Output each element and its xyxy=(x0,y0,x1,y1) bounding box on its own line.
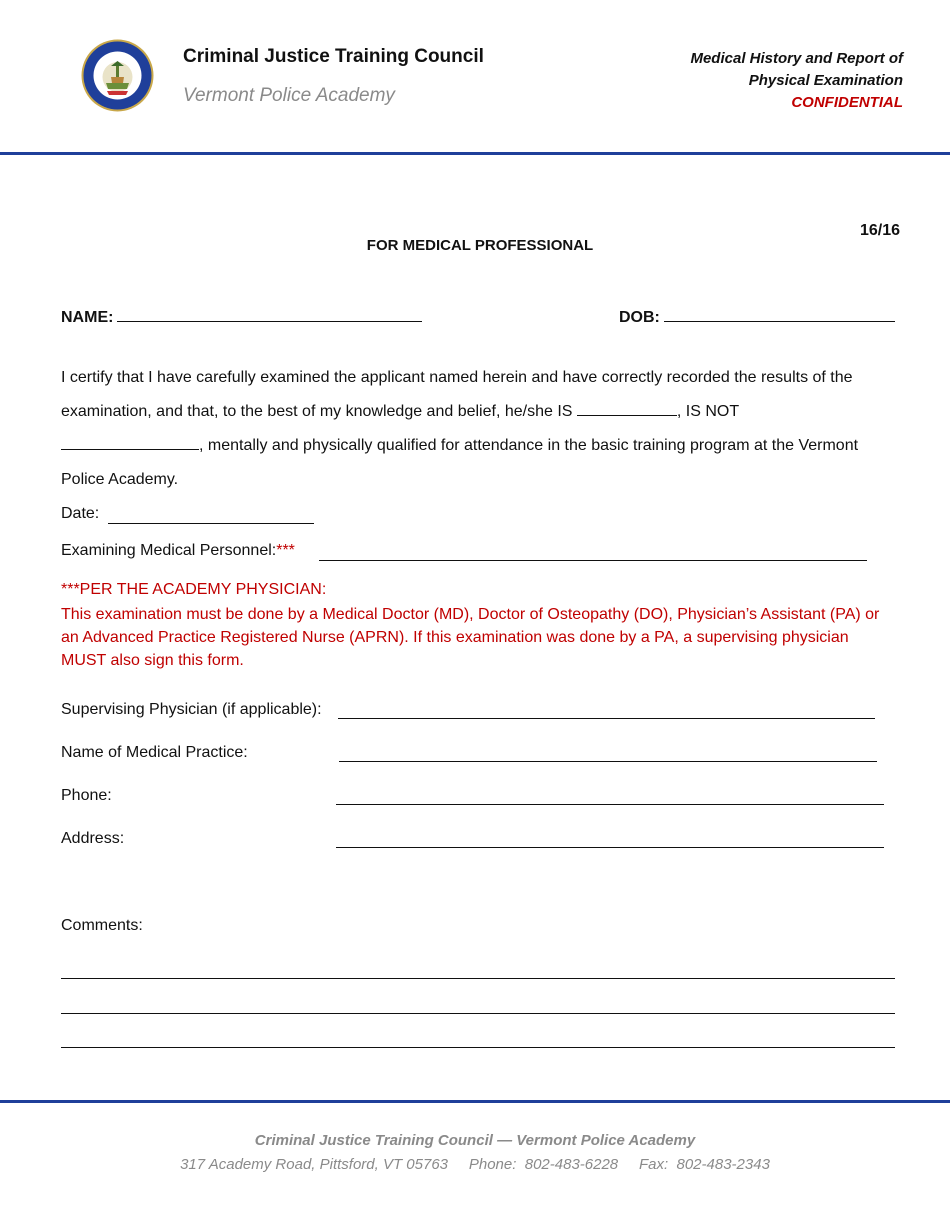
phone-label: Phone: xyxy=(61,787,112,804)
document-title xyxy=(690,48,903,114)
date-field xyxy=(61,505,99,523)
certification-paragraph xyxy=(61,361,901,497)
examiner-marker: *** xyxy=(276,542,295,559)
medical-practice-input-line[interactable] xyxy=(339,761,877,762)
certification-part3: , mentally and physically qualified for attendance in the basic training program at the Vermont Police Academy. xyxy=(61,437,859,488)
dob-input-line[interactable] xyxy=(664,305,895,322)
section-title: FOR MEDICAL PROFESSIONAL xyxy=(366,237,594,254)
certification-part2: , IS NOT xyxy=(676,403,740,420)
comments-label: Comments: xyxy=(61,917,143,934)
org-title: Criminal Justice Training Council xyxy=(183,46,484,67)
dob-label: DOB: xyxy=(619,309,660,326)
page-number: 16/16 xyxy=(859,222,900,239)
is-not-qualified-blank[interactable] xyxy=(61,435,199,450)
notice-body: This examination must be done by a Medical Doctor (MD), Doctor of Osteopathy (DO), Physician’s Assistant (PA) or an Advanced Practice Registered Nurse (APRN). If this examination was done by a PA, a supervising physician MUST also sign this form. xyxy=(61,606,880,669)
comments-line-3[interactable] xyxy=(61,1047,895,1048)
address-label: Address: xyxy=(61,830,125,847)
supervising-physician-input-line[interactable] xyxy=(338,718,875,719)
is-qualified-blank[interactable] xyxy=(577,401,677,416)
name-label: NAME: xyxy=(61,309,114,326)
footer-contact: 317 Academy Road, Pittsford, VT 05763 Phone: 802-483-6228 Fax: 802-483-2343 xyxy=(180,1156,770,1173)
footer-org: Criminal Justice Training Council — Vermont Police Academy xyxy=(254,1132,696,1149)
vermont-seal-logo xyxy=(81,39,154,112)
confidential-label: CONFIDENTIAL xyxy=(791,94,903,111)
examiner-input-line[interactable] xyxy=(319,560,867,561)
phone-input-line[interactable] xyxy=(336,804,884,805)
examiner-label: Examining Medical Personnel: xyxy=(61,542,277,559)
name-input-line[interactable] xyxy=(117,305,422,322)
medical-practice-label: Name of Medical Practice: xyxy=(61,744,248,761)
header-divider xyxy=(0,152,950,155)
doc-title-line1: Medical History and Report of xyxy=(690,50,903,67)
doc-title-line2: Physical Examination xyxy=(748,72,903,89)
date-input-line[interactable] xyxy=(108,523,314,524)
physician-notice xyxy=(61,578,891,672)
comments-line-1[interactable] xyxy=(61,978,895,979)
name-field xyxy=(61,305,422,327)
date-label: Date: xyxy=(61,505,100,522)
dob-field xyxy=(619,305,895,327)
comments-line-2[interactable] xyxy=(61,1013,895,1014)
certification-part1: I certify that I have carefully examined the applicant named herein and have correctly recorded the results of the examination, and that, to the best of my knowledge and belief, he/she IS xyxy=(61,369,853,420)
examiner-field xyxy=(61,542,295,560)
notice-heading: ***PER THE ACADEMY PHYSICIAN: xyxy=(61,581,327,598)
supervising-physician-label: Supervising Physician (if applicable): xyxy=(61,701,322,718)
org-subtitle: Vermont Police Academy xyxy=(183,85,395,106)
address-input-line[interactable] xyxy=(336,847,884,848)
footer-divider xyxy=(0,1100,950,1103)
